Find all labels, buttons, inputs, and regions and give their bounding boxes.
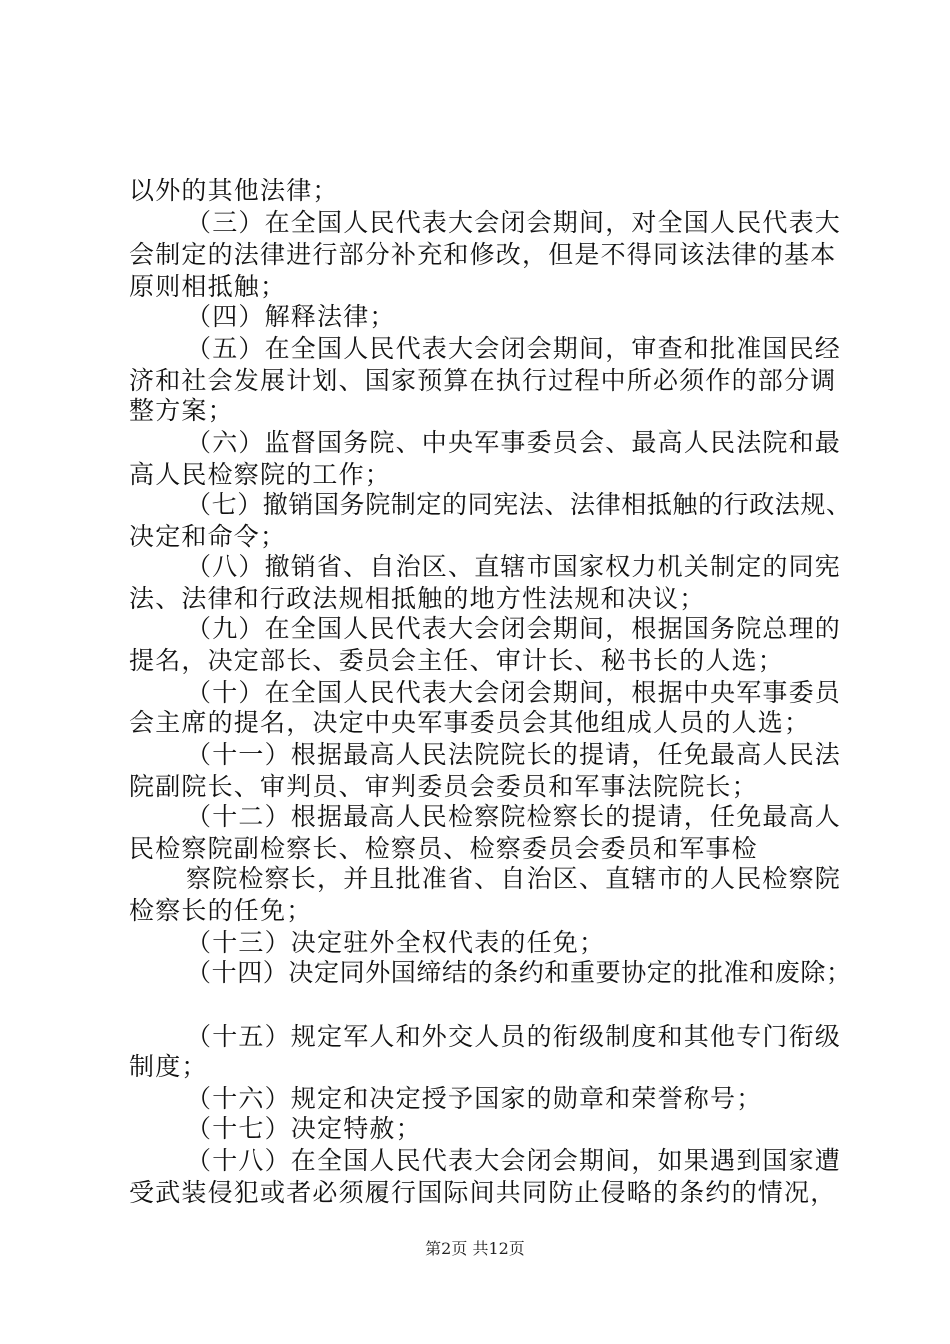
text-line-28: 制度；: [129, 1052, 208, 1081]
text-line-13: （八）撤销省、自治区、直辖市国家权力机关制定的同宪: [186, 552, 842, 581]
text-line-30: （十七）决定特赦；: [186, 1114, 422, 1143]
text-line-2: （三）在全国人民代表大会闭会期间，对全国人民代表大: [186, 208, 842, 237]
text-line-3: 会制定的法律进行部分补充和修改，但是不得同该法律的基本: [129, 240, 837, 269]
text-line-7: 济和社会发展计划、国家预算在执行过程中所必须作的部分调: [129, 366, 837, 395]
text-line-22: 民检察院副检察长、检察员、检察委员会委员和军事检: [129, 834, 758, 863]
text-line-23: 察院检察长，并且批准省、自治区、直辖市的人民检察院: [186, 864, 842, 893]
text-line-16: 提名，决定部长、委员会主任、审计长、秘书长的人选；: [129, 646, 785, 675]
text-line-5: （四）解释法律；: [186, 302, 396, 331]
text-line-21: （十二）根据最高人民检察院检察长的提请，任免最高人: [186, 802, 842, 831]
text-line-9: （六）监督国务院、中央军事委员会、最高人民法院和最: [186, 428, 842, 457]
text-line-14: 法、法律和行政法规相抵触的地方性法规和决议；: [129, 584, 706, 613]
text-line-17: （十）在全国人民代表大会闭会期间，根据中央军事委员: [186, 678, 842, 707]
text-line-18: 会主席的提名，决定中央军事委员会其他组成人员的人选；: [129, 708, 811, 737]
text-line-11: （七）撤销国务院制定的同宪法、法律相抵触的行政法规、: [186, 490, 852, 519]
text-line-24: 检察长的任免；: [129, 896, 313, 925]
text-line-1: 以外的其他法律；: [129, 176, 339, 205]
text-line-19: （十一）根据最高人民法院院长的提请，任免最高人民法: [186, 740, 842, 769]
text-line-12: 决定和命令；: [129, 522, 287, 551]
text-line-6: （五）在全国人民代表大会闭会期间，审查和批准国民经: [186, 334, 842, 363]
text-line-29: （十六）规定和决定授予国家的勋章和荣誉称号；: [186, 1084, 763, 1113]
text-line-15: （九）在全国人民代表大会闭会期间，根据国务院总理的: [186, 614, 842, 643]
text-line-32: 受武装侵犯或者必须履行国际间共同防止侵略的条约的情况，: [129, 1178, 837, 1207]
text-line-25: （十三）决定驻外全权代表的任免；: [186, 928, 606, 957]
text-line-8: 整方案；: [129, 396, 234, 425]
text-line-10: 高人民检察院的工作；: [129, 460, 392, 489]
text-line-31: （十八）在全国人民代表大会闭会期间，如果遇到国家遭: [186, 1146, 842, 1175]
page-number-footer: 第2页 共12页: [425, 1239, 525, 1258]
text-line-26: （十四）决定同外国缔结的条约和重要协定的批准和废除；: [186, 958, 852, 987]
text-line-20: 院副院长、审判员、审判委员会委员和军事法院院长；: [129, 772, 758, 801]
text-line-4: 原则相抵触；: [129, 272, 287, 301]
text-line-27: （十五）规定军人和外交人员的衔级制度和其他专门衔级: [186, 1022, 842, 1051]
